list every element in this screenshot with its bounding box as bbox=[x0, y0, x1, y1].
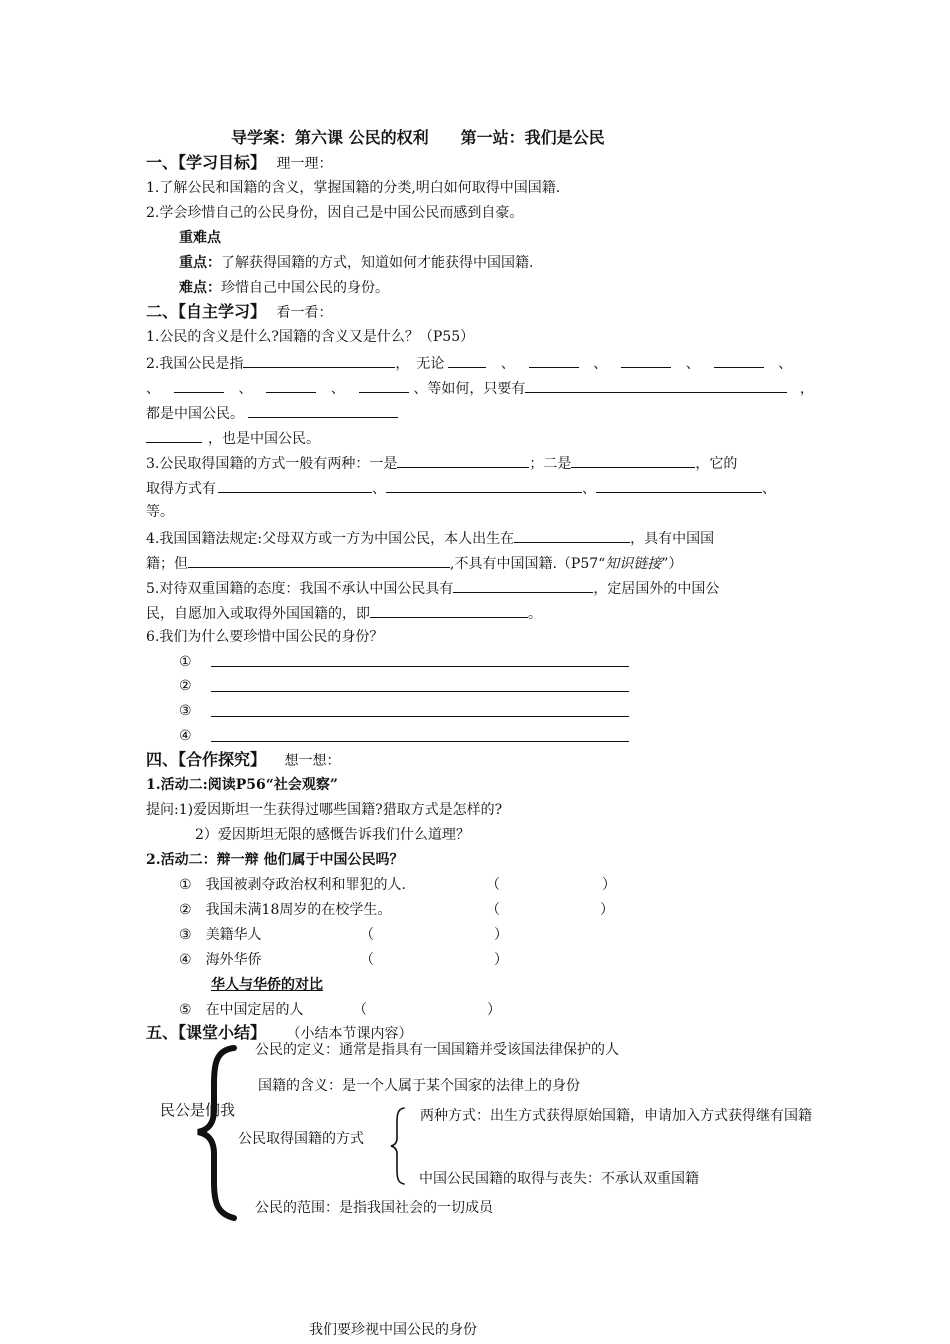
q5-text-b: ，定居国外的中国公 bbox=[593, 581, 720, 597]
question-5-line-1 bbox=[146, 578, 719, 598]
debate-item-1-mark: ① bbox=[179, 877, 192, 893]
q2-blank-7[interactable] bbox=[359, 378, 409, 393]
question-2-line-4 bbox=[146, 428, 320, 448]
q2-blank-3[interactable] bbox=[621, 353, 671, 368]
debate-item-5-text: 在中国定居的人 bbox=[205, 1002, 304, 1018]
q4-link-text: 知识链接 bbox=[605, 556, 662, 572]
question-6: 6.我们为什么要珍惜中国公民的身份？ bbox=[146, 629, 384, 645]
paren-close: ） bbox=[494, 927, 508, 943]
summary-root: 民公是们我 bbox=[160, 1101, 236, 1119]
q2-text-c: 、等如何，只要有 bbox=[413, 381, 526, 397]
q6-mark-4: ④ bbox=[179, 728, 192, 744]
activity-1-title: 1.活动二:阅读P56“社会观察” bbox=[146, 777, 338, 793]
q4-text-e: ”） bbox=[661, 556, 683, 572]
compare-heading: 华人与华侨的对比 bbox=[211, 977, 323, 993]
summary-china: 中国公民国籍的取得与丧失：不承认双重国籍 bbox=[419, 1171, 699, 1187]
question-3-line-1 bbox=[146, 453, 737, 473]
q5-text-d: 。 bbox=[528, 606, 542, 622]
question-1: 1.公民的含义是什么?国籍的含义又是什么？（P55） bbox=[146, 329, 475, 345]
debate-item-2-mark: ② bbox=[179, 902, 192, 918]
section-2-label: 二、【自主学习】 bbox=[146, 302, 267, 321]
q2-text-b: ， 无论 bbox=[395, 356, 445, 372]
debate-answer-2[interactable] bbox=[486, 901, 614, 919]
q4-text-c: 籍；但 bbox=[146, 556, 188, 572]
key-point-text: 了解获得国籍的方式，知道如何才能获得中国国籍. bbox=[221, 255, 534, 271]
footer-text: 我们要珍视中国公民的身份 bbox=[309, 1322, 477, 1338]
q4-text-a: 4.我国国籍法规定:父母双方或一方为中国公民，本人出生在 bbox=[146, 531, 515, 547]
q5-text-a: 5.对待双重国籍的态度：我国不承认中国公民具有 bbox=[146, 581, 454, 597]
debate-answer-5[interactable] bbox=[353, 1001, 501, 1019]
paren-close: ） bbox=[487, 1002, 501, 1018]
q3-text-c: ，它的 bbox=[695, 456, 738, 472]
paren-open: （ bbox=[353, 1002, 367, 1018]
activity-2-title: 2.活动二：辩一辩 他们属于中国公民吗？ bbox=[146, 852, 404, 868]
section-2-heading bbox=[146, 302, 332, 322]
q3-sep: 、 bbox=[372, 481, 386, 497]
debate-answer-1[interactable] bbox=[486, 876, 616, 894]
paren-open: （ bbox=[486, 877, 500, 893]
debate-item-2 bbox=[179, 901, 391, 919]
question-2-line-2 bbox=[146, 378, 814, 398]
q5-blank-1[interactable] bbox=[453, 578, 593, 593]
key-point-label: 重点： bbox=[179, 255, 221, 271]
q6-answer-line-2[interactable] bbox=[211, 691, 629, 692]
paren-open: （ bbox=[360, 952, 374, 968]
q2-sep: 、 bbox=[330, 381, 345, 397]
section-4-label: 四、【合作探究】 bbox=[146, 750, 267, 769]
section-2-sub: 看一看： bbox=[276, 305, 333, 321]
debate-item-1-text: 我国被剥夺政治权利和罪犯的人. bbox=[205, 877, 407, 893]
q2-blank-2[interactable] bbox=[529, 353, 579, 368]
q2-sep: 、 bbox=[500, 356, 515, 372]
activity-1-question-1: 提问:1)爱因斯坦一生获得过哪些国籍?猎取方式是怎样的? bbox=[146, 802, 503, 818]
debate-item-5 bbox=[179, 1001, 304, 1019]
page-title: 导学案：第六课 公民的权利 第一站：我们是公民 bbox=[231, 128, 605, 147]
debate-answer-4[interactable] bbox=[360, 951, 508, 969]
q2-blank-1[interactable] bbox=[448, 353, 486, 368]
q2-blank-5[interactable] bbox=[174, 378, 224, 393]
debate-item-5-mark: ⑤ bbox=[179, 1002, 192, 1018]
q3-blank-4[interactable] bbox=[386, 478, 582, 493]
q6-answer-line-4[interactable] bbox=[211, 741, 629, 742]
summary-two-ways: 两种方式：出生方式获得原始国籍，申请加入方式获得继有国籍 bbox=[420, 1108, 812, 1124]
q3-sep: 、 bbox=[582, 481, 596, 497]
q4-blank-2[interactable] bbox=[188, 553, 450, 568]
debate-item-1 bbox=[179, 876, 406, 894]
difficult-point-label: 难点： bbox=[179, 280, 221, 296]
section-1-sub: 理一理： bbox=[276, 156, 333, 172]
q2-text-e: ，也是中国公民。 bbox=[208, 431, 320, 447]
summary-acquire: 公民取得国籍的方式 bbox=[238, 1131, 364, 1147]
q2-sep: 、 bbox=[238, 381, 253, 397]
paren-open: （ bbox=[486, 902, 500, 918]
section-5-sub: （小结本节课内容） bbox=[286, 1026, 413, 1042]
question-5-line-2 bbox=[146, 603, 542, 623]
q5-text-c: 民，自愿加入或取得外国国籍的，即 bbox=[146, 606, 370, 622]
section-4-sub: 想一想： bbox=[284, 753, 341, 769]
debate-item-3 bbox=[179, 926, 262, 944]
q2-blank-9[interactable] bbox=[248, 403, 398, 418]
q2-text-a: 2.我国公民是指 bbox=[146, 356, 244, 372]
debate-item-4 bbox=[179, 951, 262, 969]
difficult-point bbox=[179, 279, 389, 297]
summary-scope: 公民的范围：是指我国社会的一切成员 bbox=[255, 1200, 493, 1216]
key-heading: 重难点 bbox=[179, 230, 221, 246]
q3-blank-2[interactable] bbox=[571, 453, 695, 468]
debate-item-2-text: 我国未满18周岁的在校学生。 bbox=[205, 902, 392, 918]
q2-sep: 、 bbox=[685, 356, 700, 372]
q3-blank-3[interactable] bbox=[218, 478, 372, 493]
q3-sep: 、 bbox=[762, 481, 776, 497]
summary-small-brace bbox=[388, 1104, 408, 1188]
q2-sep: 、 bbox=[146, 381, 160, 397]
q3-text-b: ；二是 bbox=[529, 456, 572, 472]
q6-answer-line-3[interactable] bbox=[211, 716, 629, 717]
section-1-label: 一、【学习目标】 bbox=[146, 153, 267, 172]
q2-sep: 、 bbox=[593, 356, 608, 372]
q2-text-d: 都是中国公民。 bbox=[146, 406, 244, 422]
section-4-heading bbox=[146, 750, 340, 770]
q2-blank-6[interactable] bbox=[266, 378, 316, 393]
question-2-line-1 bbox=[146, 353, 792, 373]
q4-text-d: ,不具有中国国籍.（P57“ bbox=[450, 556, 606, 572]
debate-item-4-text: 海外华侨 bbox=[205, 952, 262, 968]
question-3-line-2 bbox=[146, 478, 776, 498]
question-4-line-2 bbox=[146, 553, 682, 573]
debate-item-4-mark: ④ bbox=[179, 952, 192, 968]
debate-item-3-text: 美籍华人 bbox=[205, 927, 262, 943]
debate-item-3-mark: ③ bbox=[179, 927, 192, 943]
activity-1-question-2: 2）爱因斯坦无限的感慨告诉我们什么道理？ bbox=[195, 827, 470, 843]
q2-blank-8[interactable] bbox=[525, 378, 787, 393]
q5-blank-2[interactable] bbox=[370, 603, 528, 618]
q6-mark-3: ③ bbox=[179, 703, 192, 719]
q4-text-b: ，具有中国国 bbox=[630, 531, 715, 547]
summary-two-ways-clip bbox=[420, 1107, 870, 1125]
key-point bbox=[179, 254, 533, 272]
difficult-point-text: 珍惜自己中国公民的身份。 bbox=[221, 280, 389, 296]
paren-close: ） bbox=[602, 877, 616, 893]
summary-nationality: 国籍的含义：是一个人属于某个国家的法律上的身份 bbox=[258, 1078, 580, 1094]
q3-text-a: 3.公民取得国籍的方式一般有两种：一是 bbox=[146, 456, 398, 472]
q2-blank-4[interactable] bbox=[714, 353, 764, 368]
q2-blank-definition[interactable] bbox=[243, 353, 395, 368]
q2-blank-10[interactable] bbox=[146, 428, 202, 443]
q3-text-d: 取得方式有 bbox=[146, 481, 216, 497]
question-2-line-3 bbox=[146, 403, 398, 423]
q3-blank-5[interactable] bbox=[596, 478, 762, 493]
paren-close: ） bbox=[494, 952, 508, 968]
q4-blank-1[interactable] bbox=[514, 528, 630, 543]
q2-sep: 、 bbox=[778, 356, 793, 372]
paren-close: ） bbox=[600, 902, 614, 918]
q2-comma: ， bbox=[799, 381, 814, 397]
question-4-line-1 bbox=[146, 528, 714, 548]
goal-2: 2.学会珍惜自己的公民身份，因自己是中国公民而感到自豪。 bbox=[146, 205, 524, 221]
section-5-heading bbox=[146, 1023, 412, 1043]
paren-open: （ bbox=[360, 927, 374, 943]
debate-answer-3[interactable] bbox=[360, 926, 508, 944]
q6-mark-1: ① bbox=[179, 654, 192, 670]
section-5-label: 五、【课堂小结】 bbox=[146, 1023, 267, 1042]
q6-mark-2: ② bbox=[179, 678, 192, 694]
question-3-line-3: 等。 bbox=[146, 504, 174, 520]
q6-answer-line-1[interactable] bbox=[211, 666, 629, 667]
goal-1: 1.了解公民和国籍的含义，掌握国籍的分类,明白如何取得中国国籍. bbox=[146, 180, 561, 196]
q3-blank-1[interactable] bbox=[397, 453, 529, 468]
section-1-heading bbox=[146, 153, 332, 173]
summary-definition: 公民的定义：通常是指具有一国国籍并受该国法律保护的人 bbox=[255, 1042, 619, 1058]
